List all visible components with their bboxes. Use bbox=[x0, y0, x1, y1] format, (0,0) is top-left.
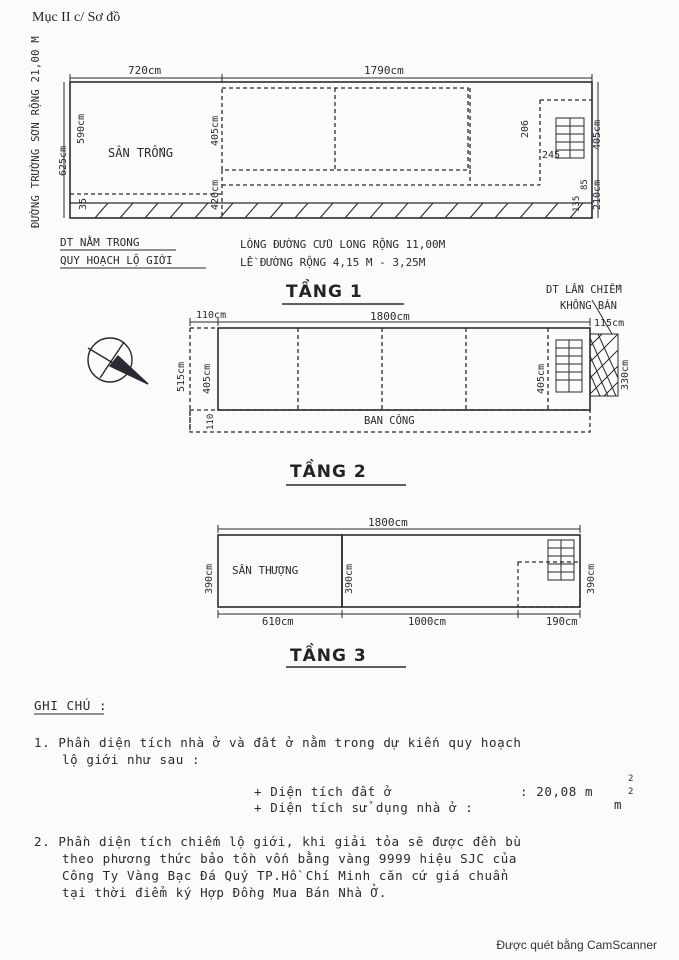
floor1-dim-35: 35 bbox=[78, 197, 89, 210]
note1-line2: lộ giới như sau : bbox=[62, 752, 201, 767]
floor1-dim-420: 420cm bbox=[210, 179, 221, 210]
floor2-dim-110: 110cm bbox=[196, 310, 227, 321]
floor3-dim-610: 610cm bbox=[262, 616, 294, 628]
floor2-balcony-label: BAN CÔNG bbox=[364, 415, 415, 427]
floor3-front bbox=[518, 562, 580, 607]
floor1-yard-label: SÂN TRỐNG bbox=[108, 146, 174, 160]
floor3-room-outline bbox=[342, 535, 580, 607]
land-area-value: : 20,08 m bbox=[520, 784, 594, 799]
floor1-dim-1790: 1790cm bbox=[364, 64, 404, 77]
floor1-dim-405a: 405cm bbox=[210, 115, 221, 146]
floor1-dim-625: 625cm bbox=[58, 145, 69, 176]
compass-icon bbox=[88, 338, 148, 384]
floor3-dim-1000: 1000cm bbox=[408, 616, 446, 628]
floor3-stairs bbox=[548, 540, 574, 580]
floor2-encroach-hatch bbox=[590, 334, 618, 396]
floor1-stairs bbox=[556, 118, 584, 158]
floor3-terrace-label: SÂN THƯỢNG bbox=[232, 564, 299, 577]
use-area-sup: 2 bbox=[628, 787, 635, 797]
floor1-room-a bbox=[222, 88, 468, 170]
note2-line3: Công Ty Vàng Bạc Đá Quý TP.Hồ Chí Minh căn cứ giá chuẩn bbox=[62, 868, 509, 883]
floor1-dim-405b: 405cm bbox=[592, 119, 603, 150]
floor1-dim-135: 135 bbox=[572, 195, 582, 212]
encroach-note-line2: KHÔNG BÁN bbox=[560, 300, 617, 312]
floor2-stairs bbox=[556, 340, 582, 392]
floor2-title: TẦNG 2 bbox=[290, 462, 367, 482]
floor2-dim-115: 115cm bbox=[594, 318, 625, 329]
floor1-dim-210: 210cm bbox=[592, 179, 603, 210]
floor3-dim-390a: 390cm bbox=[204, 563, 215, 594]
floor1-dim-206: 206 bbox=[520, 119, 531, 138]
notes-heading: GHI CHÚ : bbox=[34, 698, 108, 713]
road-width-line1: LÒNG ĐƯỜNG CỬU LONG RỘNG 11,00M bbox=[240, 238, 446, 251]
floor1-title: TẦNG 1 bbox=[286, 282, 363, 302]
land-area-label: + Diện tích đất ở bbox=[254, 784, 393, 799]
planning-note-line1: DT NẰM TRONG bbox=[60, 236, 140, 249]
floor3-title: TẦNG 3 bbox=[290, 646, 367, 666]
floor2-dim-405b: 405cm bbox=[536, 363, 547, 394]
scanner-footer: Được quét bằng CamScanner bbox=[496, 938, 657, 952]
floor2-dim-405a: 405cm bbox=[202, 363, 213, 394]
note2-line4: tại thời điểm ký Hợp Đồng Mua Bán Nhà Ở. bbox=[62, 885, 388, 900]
section-heading: Mục II c/ Sơ đồ bbox=[32, 10, 121, 25]
floor3-dim-1800: 1800cm bbox=[368, 516, 408, 529]
planning-note-line2: QUY HOẠCH LỘ GIỚI bbox=[60, 254, 173, 267]
floor1-dim-720: 720cm bbox=[128, 64, 162, 77]
floor2-dim-515: 515cm bbox=[176, 361, 187, 392]
floor1-hatching bbox=[95, 203, 583, 218]
use-area-unit: m bbox=[614, 797, 623, 812]
use-area-label: + Diện tích sử dụng nhà ở : bbox=[254, 800, 474, 815]
road-width-line2: LỀ ĐƯỜNG RỘNG 4,15 M - 3,25M bbox=[240, 256, 426, 269]
floor3-dim-190: 190cm bbox=[546, 616, 578, 628]
floor1-dim-590: 590cm bbox=[76, 113, 87, 144]
note2-line2: theo phương thức bảo tồn vốn bằng vàng 9999 hiệu SJC của bbox=[62, 851, 518, 866]
floor3-dim-390b: 390cm bbox=[344, 563, 355, 594]
street-label: ĐƯỜNG TRƯỜNG SƠN RỘNG 21,00 M bbox=[30, 35, 42, 228]
floor1-dim-245: 245 bbox=[542, 150, 561, 161]
note2-line1: 2. Phần diện tích chiếm lộ giới, khi giải tỏa sẽ được đền bù bbox=[34, 834, 522, 849]
floor2-dim-110v: 110 bbox=[206, 413, 216, 430]
floor2-dim-1800: 1800cm bbox=[370, 310, 410, 323]
floor2-dim-330: 330cm bbox=[620, 359, 631, 390]
encroach-note-line1: DT LẤN CHIẾM bbox=[546, 284, 622, 296]
land-area-sup: 2 bbox=[628, 774, 635, 784]
floor2-outline bbox=[218, 328, 590, 410]
floor3-dim-390c: 390cm bbox=[586, 563, 597, 594]
note1-line1: 1. Phần diện tích nhà ở và đất ở nằm trong dự kiến quy hoạch bbox=[34, 735, 522, 750]
floor1-dim-85: 85 bbox=[580, 179, 590, 190]
